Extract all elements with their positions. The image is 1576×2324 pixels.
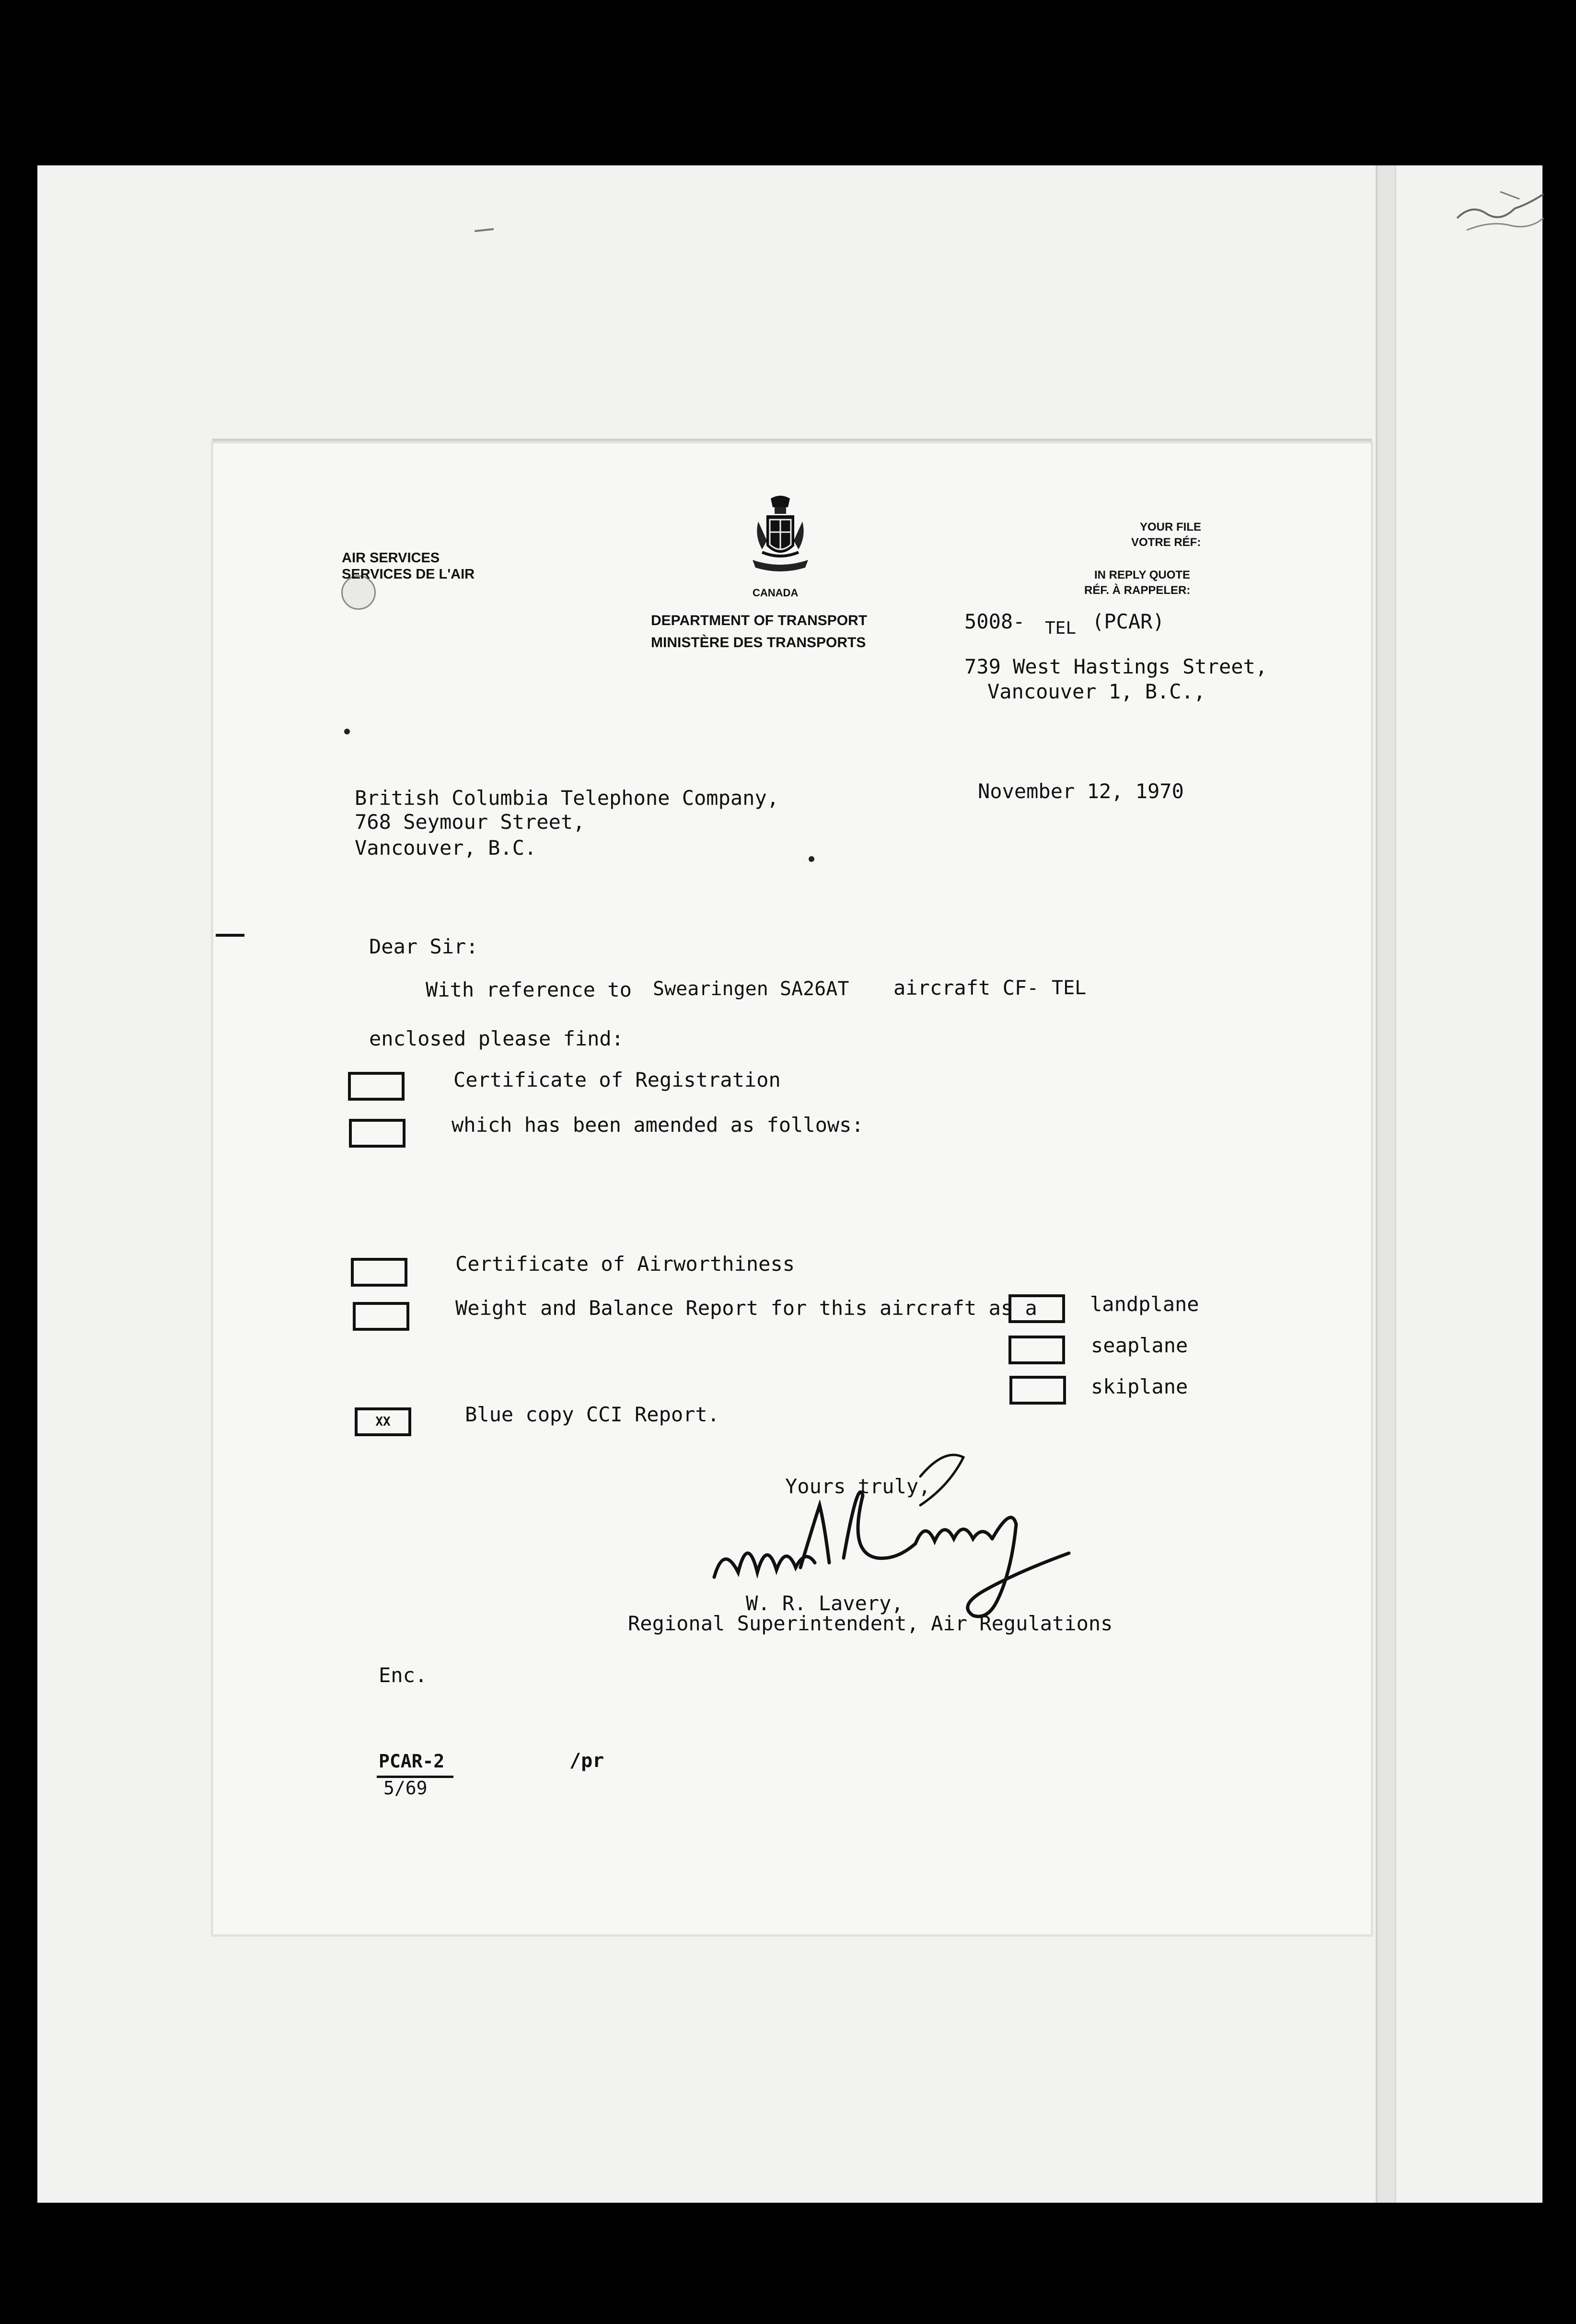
aircraft-registration: TEL [1052, 977, 1087, 999]
weight-balance-label: Weight and Balance Report for this aircraft as a [455, 1296, 1037, 1320]
your-file-fr-label: VOTRE RÉF: [1131, 536, 1201, 549]
aircraft-type: Swearingen SA26AT [653, 978, 849, 1000]
your-file-label: YOUR FILE [1140, 521, 1202, 534]
enclosure-note: Enc. [379, 1663, 428, 1687]
recipient-line3: Vancouver, B.C. [355, 836, 537, 860]
landplane-checkbox[interactable] [1008, 1294, 1065, 1323]
enclosed-line: enclosed please find: [369, 1027, 624, 1050]
air-services-fr-label: SERVICES DE L'AIR [342, 567, 475, 582]
department-name-fr: MINISTÈRE DES TRANSPORTS [651, 635, 866, 651]
seaplane-checkbox[interactable] [1008, 1336, 1065, 1364]
canada-coat-of-arms-icon [748, 493, 813, 584]
amended-checkbox[interactable] [349, 1119, 406, 1148]
file-suffix: (PCAR) [1092, 610, 1165, 633]
air-services-label: AIR SERVICES [342, 550, 440, 566]
blue-copy-checkbox[interactable] [355, 1407, 411, 1436]
file-code: TEL [1045, 618, 1077, 638]
sender-address-line1: 739 West Hastings Street, [964, 655, 1268, 678]
blue-copy-label: Blue copy CCI Report. [465, 1403, 720, 1426]
reference-intro: With reference to [426, 978, 632, 1001]
file-number: 5008- [964, 610, 1025, 633]
letter-date: November 12, 1970 [978, 779, 1184, 803]
seaplane-label: seaplane [1091, 1334, 1188, 1357]
department-name-en: DEPARTMENT OF TRANSPORT [651, 613, 868, 628]
cert-airworthiness-checkbox[interactable] [351, 1258, 407, 1287]
reply-quote-fr-label: RÉF. À RAPPELER: [1084, 584, 1191, 597]
amended-label: which has been amended as follows: [452, 1113, 864, 1137]
skiplane-label: skiplane [1091, 1375, 1188, 1398]
recipient-line1: British Columbia Telephone Company, [355, 786, 779, 810]
typist-initials: /pr [569, 1750, 604, 1772]
aircraft-label: aircraft CF- [893, 976, 1039, 999]
yours-truly: Yours truly, [785, 1475, 931, 1498]
margin-dash [216, 934, 244, 937]
blue-copy-check-mark: XX [375, 1415, 391, 1429]
sender-address-line2: Vancouver 1, B.C., [987, 680, 1206, 703]
salutation: Dear Sir: [369, 935, 478, 958]
signatory-name: W. R. Lavery, [746, 1592, 904, 1615]
skiplane-checkbox[interactable] [1009, 1376, 1066, 1405]
reply-quote-label: IN REPLY QUOTE [1094, 569, 1191, 581]
cert-airworthiness-label: Certificate of Airworthiness [455, 1252, 795, 1276]
cert-registration-checkbox[interactable] [348, 1072, 405, 1101]
stray-dot [344, 729, 350, 734]
recipient-line2: 768 Seymour Street, [355, 810, 585, 834]
form-date: 5/69 [383, 1778, 428, 1799]
cert-registration-label: Certificate of Registration [453, 1068, 781, 1092]
stray-dot [809, 856, 814, 862]
form-code: PCAR-2 [379, 1751, 445, 1772]
landplane-label: landplane [1090, 1292, 1199, 1316]
pencil-scribble [1452, 185, 1548, 237]
paper-fold-edge [1376, 165, 1396, 2203]
canada-caption: CANADA [753, 587, 799, 599]
signatory-title: Regional Superintendent, Air Regulations [628, 1612, 1113, 1635]
weight-balance-checkbox[interactable] [353, 1302, 409, 1331]
